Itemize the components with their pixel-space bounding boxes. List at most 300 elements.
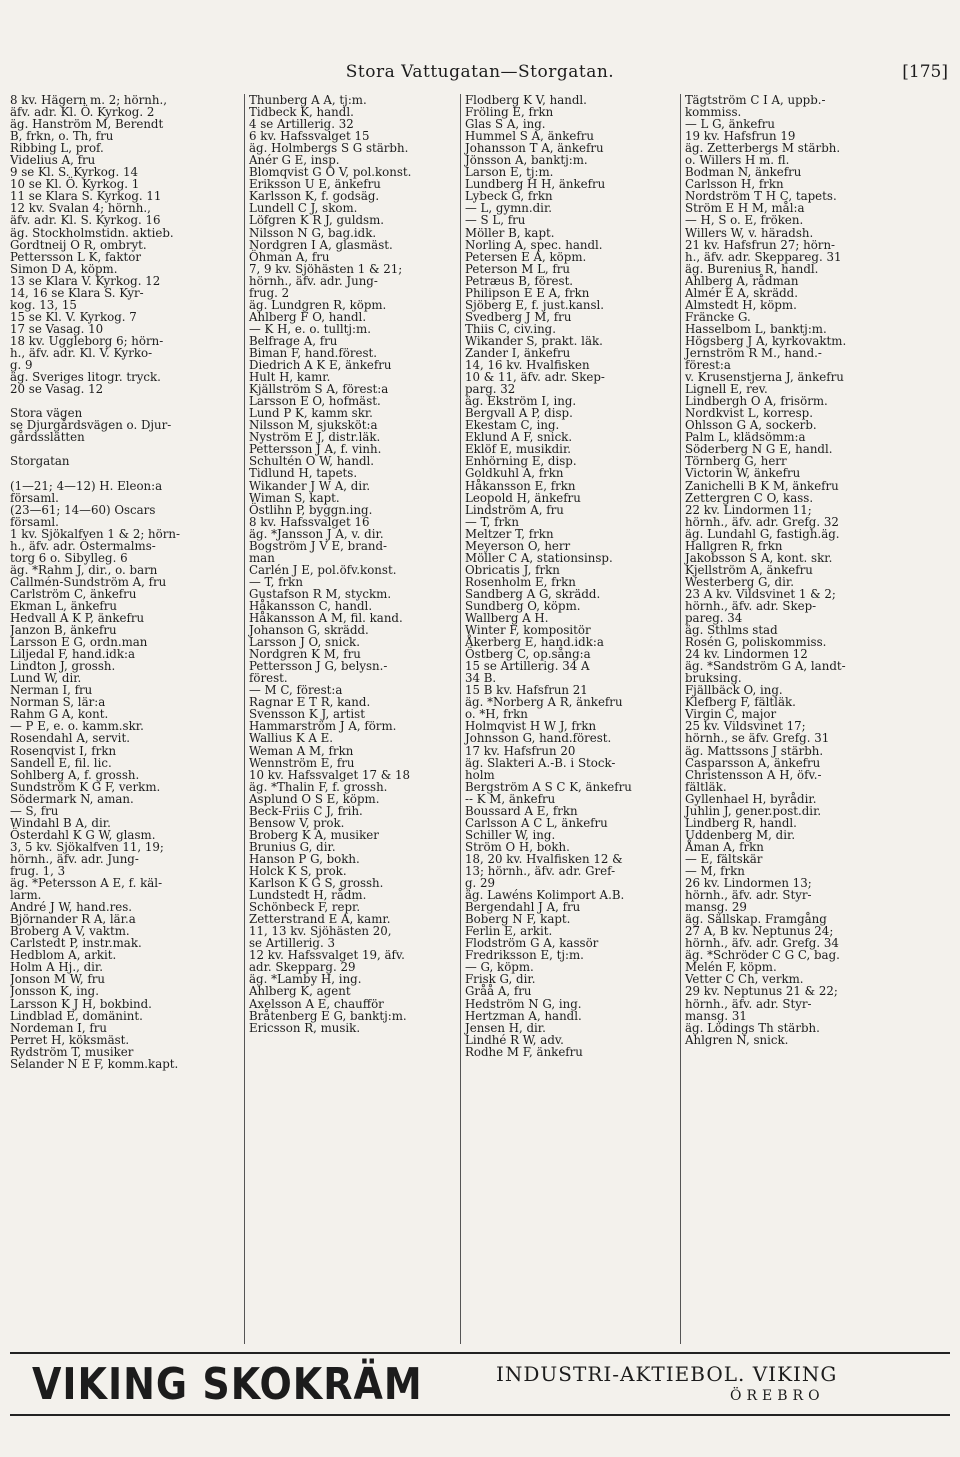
directory-entry: Rosenholm E, frkn	[465, 574, 576, 589]
directory-entry: pareg. 34	[685, 611, 743, 626]
directory-entry: Larsson E G, ordn.man	[10, 635, 148, 650]
directory-entry: församl.	[10, 514, 59, 529]
directory-entry: Beck-Friis C J, frih.	[249, 803, 363, 818]
directory-entry: Virgin C, major	[685, 707, 777, 722]
directory-entry: Möller B, kapt.	[465, 225, 555, 240]
directory-entry: Glas S A, ing.	[465, 117, 546, 132]
directory-entry: Ekestam C, ing.	[465, 418, 560, 433]
directory-entry: h., äfv. adr. Kl. V. Kyrko-	[10, 345, 153, 360]
directory-entry: äg. *Lamby H, ing.	[249, 972, 362, 987]
directory-entry: äg. Burenius R, handl.	[685, 261, 819, 276]
directory-entry	[10, 467, 242, 479]
directory-entry: Eklöf E, musikdir.	[465, 442, 572, 457]
directory-entry: 26 kv. Lindormen 13;	[685, 876, 812, 891]
directory-entry: Hult H, kamr.	[249, 370, 331, 385]
directory-entry: Kjällström S A, förest:a	[249, 382, 389, 397]
directory-entry: — L, gymn.dir.	[465, 201, 553, 216]
directory-entry: Lindblad E, domänint.	[10, 1008, 143, 1023]
directory-entry: mansg. 31	[685, 1008, 747, 1023]
directory-entry: Almér E A, skrädd.	[685, 285, 798, 300]
directory-entry: Schiller W, ing.	[465, 827, 556, 842]
directory-entry: kommiss.	[685, 105, 742, 120]
directory-entry: Ahlberg K, agent	[249, 984, 351, 999]
directory-entry: Hedvall A K P, änkefru	[10, 611, 145, 626]
directory-entry: frug. 1, 3	[10, 864, 66, 878]
directory-entry: Perret H, köksmäst.	[10, 1032, 130, 1047]
page-header	[0, 62, 960, 88]
directory-entry: äg. Lundahl G, fastigh.äg.	[685, 526, 840, 541]
directory-entry: Lund P K, kamm skr.	[249, 406, 373, 421]
directory-entry: — T, frkn	[249, 574, 303, 589]
directory-entry: — E, fältskär	[685, 851, 763, 866]
directory-entry: Rosén G, poliskommiss.	[685, 635, 827, 650]
directory-entry: äg. Ekström I, ing.	[465, 394, 577, 409]
directory-entry: Sundberg O, köpm.	[465, 598, 581, 613]
directory-entry: Wallberg A H.	[465, 611, 549, 626]
directory-entry: Bogström J V E, brand-	[249, 538, 388, 553]
directory-entry: B, frkn, o. Th, fru	[10, 129, 114, 144]
directory-entry: Wallius K A E.	[249, 731, 334, 746]
directory-entry: Sjöberg E, f. just.kansl.	[465, 297, 605, 312]
directory-entry: Pettersson J G, belysn.-	[249, 659, 388, 674]
directory-entry: Carlström C, änkefru	[10, 586, 137, 601]
directory-entry: Jakobsson S A, kont. skr.	[685, 550, 833, 565]
directory-entry: bruksing.	[685, 671, 742, 686]
directory-entry: Ericsson R, musik.	[249, 1020, 361, 1035]
directory-entry: Nilsson M, sjuksköt:a	[249, 418, 378, 433]
directory-entry: Nilsson N G, bag.idk.	[249, 225, 377, 240]
directory-entry: 13; hörnh., äfv. adr. Gref-	[465, 864, 616, 878]
directory-entry: Sohlberg A, f. grossh.	[10, 767, 140, 782]
directory-entry: Nordkvist L, korresp.	[685, 406, 813, 421]
directory-entry: Liljedal F, hand.idk:a	[10, 647, 135, 662]
directory-entry: Karlson K G S, grossh.	[249, 876, 384, 891]
directory-entry: Kjellström A, änkefru	[685, 562, 813, 577]
directory-entry: Bergendahl J A, fru	[465, 900, 581, 915]
advert-company: INDUSTRI-AKTIEBOL. VIKING	[496, 1362, 838, 1386]
directory-entry: Jonson M W, fru	[10, 972, 105, 987]
directory-entry: äg. Stockholmstidn. aktieb.	[10, 225, 174, 240]
directory-entry: Lybeck G, frkn	[465, 189, 553, 204]
directory-entry: Holck K S, prok.	[249, 864, 347, 878]
directory-entry: förest:a	[685, 358, 731, 373]
directory-entry: äg. Hanström M, Berendt	[10, 117, 164, 132]
directory-entry: 11, 13 kv. Sjöhästen 20,	[249, 924, 392, 939]
directory-entry: Östlihn P, byggn.ing.	[249, 502, 373, 517]
directory-entry: Jonsson K, ing.	[10, 984, 99, 999]
directory-entry: Holm A Hj., dir.	[10, 960, 103, 975]
directory-entry: Bråtenberg E G, banktj:m.	[249, 1008, 407, 1023]
directory-entry: Ström E H M, mål:a	[685, 201, 805, 216]
directory-entry: Selander N E F, komm.kapt.	[10, 1056, 179, 1071]
directory-entry: Frisk G, dir.	[465, 972, 536, 987]
directory-entry: Karlsson K, f. godsäg.	[249, 189, 380, 204]
directory-entry: h., äfv. adr. Skeppareg. 31	[685, 249, 842, 264]
directory-entry: Lignell E, rev.	[685, 382, 768, 397]
directory-entry: Ahlberg F O, handl.	[249, 309, 367, 324]
directory-entry: äg. *Schröder C G C, bag.	[685, 948, 840, 963]
directory-entry: Juhlin J, gener.post.dir.	[685, 803, 822, 818]
directory-entry: Jernström R M., hand.-	[685, 345, 822, 360]
directory-entry: hörnh., äfv. adr. Jung-	[10, 851, 139, 866]
directory-entry: Nordgren K M, fru	[249, 647, 361, 662]
directory-entry: Nyström E J, distr.läk.	[249, 430, 381, 445]
directory-entry: Goldkuhl A, frkn	[465, 466, 564, 481]
directory-entry: se Artillerig. 3	[249, 936, 335, 951]
directory-entry: 18 kv. Uggleborg 6; hörn-	[10, 333, 164, 348]
directory-entry: hörnh., äfv. adr. Grefg. 32	[685, 514, 839, 529]
directory-entry: 14, 16 kv. Hvalfisken	[465, 358, 590, 373]
directory-entry: Larsson K J H, bokbind.	[10, 996, 152, 1011]
directory-entry: Stora vägen	[10, 406, 83, 421]
directory-entry: Asplund O S E, köpm.	[249, 791, 380, 806]
directory-entry: -- K M, änkefru	[465, 791, 556, 806]
directory-entry: församl.	[10, 490, 59, 505]
directory-entry: Söderberg N G E, handl.	[685, 442, 833, 457]
directory-entry: Södermark N, aman.	[10, 791, 134, 806]
directory-entry: Victorin W, änkefru	[685, 466, 801, 481]
page-number: [175]	[902, 62, 948, 82]
directory-entry: Schönbeck F, repr.	[249, 900, 361, 915]
directory-entry: Wikander J W A, dir.	[249, 478, 371, 493]
directory-entry: Nordgren I A, glasmäst.	[249, 237, 393, 252]
directory-entry: Carlsson A C L, änkefru	[465, 815, 608, 830]
directory-entry: Flodberg K V, handl.	[465, 94, 587, 107]
directory-entry: Windahl B A, dir.	[10, 815, 111, 830]
directory-entry: Winter F, kompositör	[465, 623, 591, 638]
directory-entry: Tidlund H, tapets.	[249, 466, 358, 481]
directory-entry: Melén F, köpm.	[685, 960, 777, 975]
directory-entry: André J W, hand.res.	[10, 900, 133, 915]
directory-entry: Fräncke G.	[685, 309, 751, 324]
directory-entry: 4 se Artillerig. 32	[249, 117, 354, 132]
directory-entry: Weman A M, frkn	[249, 743, 354, 758]
directory-entry: Broberg K A, musiker	[249, 827, 379, 842]
directory-entry: Högsberg J A, kyrkovaktm.	[685, 333, 847, 348]
directory-entry: äg. *Petersson A E, f. käl-	[10, 876, 163, 891]
directory-entry: 17 se Vasag. 10	[10, 321, 104, 336]
directory-entry: Zettergren C O, kass.	[685, 490, 814, 505]
directory-entry: Thiis C, civ.ing.	[465, 321, 556, 336]
directory-entry: Johnsson G, hand.förest.	[465, 731, 612, 746]
directory-entry: 29 kv. Neptunus 21 & 22;	[685, 984, 838, 999]
directory-entry: Boberg N F, kapt.	[465, 912, 571, 927]
directory-entry: 18, 20 kv. Hvalfisken 12 &	[465, 851, 623, 866]
directory-entry: Westerberg G, dir.	[685, 574, 794, 589]
directory-entry: Gordtneij O R, ombryt.	[10, 237, 147, 252]
directory-entry: Sundström K G F, verkm.	[10, 779, 161, 794]
directory-entry: Ragnar E T R, kand.	[249, 695, 371, 710]
directory-entry: torg 6 o. Sibylleg. 6	[10, 550, 128, 565]
directory-entry: 23 A kv. Vildsvinet 1 & 2;	[685, 586, 836, 601]
directory-entry: man	[249, 550, 275, 565]
directory-entry: se Djurgårdsvägen o. Djur-	[10, 418, 172, 433]
directory-entry: v. Krusenstjerna J, änkefru	[685, 370, 844, 385]
directory-entry: Törnberg G, herr	[685, 454, 787, 469]
directory-entry: Brunius G, dir.	[249, 839, 336, 854]
directory-entry: hörnh., äfv. adr. Skep-	[685, 598, 817, 613]
directory-entry: Meltzer T, frkn	[465, 526, 554, 541]
directory-entry: äg. Zetterbergs M stärbh.	[685, 141, 841, 156]
directory-entry: Meyerson O, herr	[465, 538, 571, 553]
directory-entry: 20 se Vasag. 12	[10, 382, 104, 397]
directory-entry: Lindhé R W, adv.	[465, 1032, 564, 1047]
directory-entry: fältläk.	[685, 779, 727, 794]
directory-entry: Leopold H, änkefru	[465, 490, 581, 505]
directory-entry: Ekman L, änkefru	[10, 598, 118, 613]
directory-entry: 12 kv. Hafssvalget 19, äfv.	[249, 948, 405, 963]
directory-entry: 15 se Artillerig. 34 A	[465, 659, 590, 674]
directory-entry: Möller C A, stationsinsp.	[465, 550, 613, 565]
advert-city: ÖREBRO	[730, 1388, 825, 1404]
advert-brand: VIKING SKOKRÄM	[32, 1358, 423, 1410]
directory-entry: mansg. 29	[685, 900, 747, 915]
directory-entry: äg. Sthlms stad	[685, 623, 778, 638]
directory-entry: g. 29	[465, 876, 496, 891]
directory-entry: 13 se Klara V. Kyrkog. 12	[10, 273, 161, 288]
directory-entry: Casparsson A, änkefru	[685, 755, 821, 770]
directory-entry: Ström O H, bokh.	[465, 839, 570, 854]
directory-entry: Belfrage A, fru	[249, 333, 338, 348]
directory-entry: Åkerberg E, hand.idk:a	[465, 635, 604, 650]
directory-entry: Björnander R A, lär.a	[10, 912, 136, 927]
directory-entry: Eriksson U E, änkefru	[249, 177, 381, 192]
directory-entry: Lundstedt H, rådm.	[249, 888, 367, 903]
directory-entry: äg. Mattssons J stärbh.	[685, 743, 824, 758]
directory-entry: 11 se Klara S. Kyrkog. 11	[10, 189, 162, 204]
directory-entry: Bergvall A P, disp.	[465, 406, 573, 421]
directory-entry: hörnh., äfv. adr. Styr-	[685, 996, 812, 1011]
directory-entry: Flodström G A, kassör	[465, 936, 599, 951]
directory-entry: 9 se Kl. S. Kyrkog. 14	[10, 165, 138, 180]
directory-entry: Lund W, dir.	[10, 671, 82, 686]
directory-entry: Rydström T, musiker	[10, 1044, 134, 1059]
directory-entry: äg. Lawéns Kolimport A.B.	[465, 888, 625, 903]
directory-entry: kog. 13, 15	[10, 297, 77, 312]
directory-entry: Ribbing L, prof.	[10, 141, 104, 156]
directory-entry: Thunberg A A, tj:m.	[249, 94, 367, 107]
directory-entry: Peterson M L, fru	[465, 261, 571, 276]
directory-entry: Zander I, änkefru	[465, 345, 571, 360]
directory-entry: 21 kv. Hafsfrun 27; hörn-	[685, 237, 836, 252]
directory-entry: Fredriksson E, tj:m.	[465, 948, 584, 963]
directory-entry: Klefberg F, fältläk.	[685, 695, 796, 710]
directory-entry: förest.	[249, 671, 288, 686]
directory-entry: Bodman N, änkefru	[685, 165, 802, 180]
directory-entry: Larson E, tj:m.	[465, 165, 554, 180]
directory-entry: — K H, e. o. tulltj:m.	[249, 321, 371, 336]
directory-entry: (23—61; 14—60) Oscars	[10, 502, 156, 517]
directory-entry: Åman A, frkn	[685, 839, 764, 854]
directory-entry: Svedberg J M, fru	[465, 309, 572, 324]
directory-entry: Lindström A, fru	[465, 502, 564, 517]
directory-entry: Nordström T H C, tapets.	[685, 189, 837, 204]
directory-entry: Vetter C Ch, verkm.	[685, 972, 804, 987]
directory-entry: 15 se Kl. V. Kyrkog. 7	[10, 309, 137, 324]
directory-entry: gårdsslätten	[10, 430, 85, 445]
directory-entry: Svensson K J, artist	[249, 707, 365, 722]
directory-entry: Sandberg A G, skrädd.	[465, 586, 601, 601]
directory-entry: Schultén O W, handl.	[249, 454, 375, 469]
directory-entry: Lundell C J, skom.	[249, 201, 358, 216]
directory-entry: Rosendahl A, servit.	[10, 731, 130, 746]
directory-entry: Zetterstrand E A, kamr.	[249, 912, 391, 927]
directory-entry: hörnh., se äfv. Grefg. 31	[685, 731, 830, 746]
directory-entry: Rosenqvist I, frkn	[10, 743, 117, 758]
directory-entry: 15 B kv. Hafsfrun 21	[465, 683, 588, 698]
directory-entry: Hedblom A, arkit.	[10, 948, 117, 963]
directory-entry: 7, 9 kv. Sjöhästen 1 & 21;	[249, 261, 403, 276]
directory-entry: Hummel S A, änkefru	[465, 129, 594, 144]
directory-entry: o. *H, frkn	[465, 707, 528, 722]
directory-column-2	[244, 94, 457, 1344]
directory-entry: 14, 16 se Klara S. Kyr-	[10, 285, 144, 300]
directory-entry: — S, fru	[10, 803, 59, 818]
directory-entry: Ferlin E, arkit.	[465, 924, 553, 939]
directory-entry: 10 & 11, äfv. adr. Skep-	[465, 370, 605, 385]
directory-entry: Lindberg R, handl.	[685, 815, 797, 830]
directory-entry: Rodhe M F, änkefru	[465, 1044, 583, 1059]
directory-entry: adr. Skepparg. 29	[249, 960, 356, 975]
directory-entry: Holmqvist H W J, frkn	[465, 719, 597, 734]
directory-entry: Hertzman A, handl.	[465, 1008, 582, 1023]
directory-entry: Wiman S, kapt.	[249, 490, 340, 505]
directory-entry: Håkansson A M, fil. kand.	[249, 611, 403, 626]
directory-entry: Fjällbäck O, ing.	[685, 683, 783, 698]
page-title: Stora Vattugatan—Storgatan.	[345, 62, 615, 82]
directory-entry: Wennström E, fru	[249, 755, 355, 770]
directory-entry: 10 se Kl. Ö. Kyrkog. 1	[10, 177, 140, 192]
directory-column-1	[10, 94, 242, 1344]
directory-entry: hörnh., äfv. adr. Grefg. 34	[685, 936, 839, 951]
directory-entry: äg. *Rahm J, dir., o. barn	[10, 562, 158, 577]
directory-entry: Norman S, lär:a	[10, 695, 106, 710]
directory-entry: frug. 2	[249, 285, 290, 300]
directory-entry: — G, köpm.	[465, 960, 534, 975]
directory-entry: Rahm G A, kont.	[10, 707, 109, 722]
directory-entry: Philipson E E A, frkn	[465, 285, 590, 300]
directory-entry: Palm L, klädsömm:a	[685, 430, 806, 445]
directory-entry: äfv. adr. Kl. S. Kyrkog. 16	[10, 213, 161, 228]
directory-entry: Löfgren K R J, guldsm.	[249, 213, 385, 228]
directory-entry: o. Willers H m. fl.	[685, 153, 790, 168]
directory-entry: Boussard A E, frkn	[465, 803, 578, 818]
directory-entry: Johanson G, skrädd.	[249, 623, 369, 638]
directory-entry: Ohlsson G A, sockerb.	[685, 418, 817, 433]
directory-entry: äg. Sveriges litogr. tryck.	[10, 370, 161, 385]
directory-entry: Larsson J O, snick.	[249, 635, 360, 650]
directory-entry: — T, frkn	[465, 514, 519, 529]
directory-entry: — L G, änkefru	[685, 117, 775, 132]
directory-entry: Carlén J E, pol.öfv.konst.	[249, 562, 397, 577]
directory-entry: Storgatan	[10, 454, 70, 469]
directory-entry: äg. *Thalin F, f. grossh.	[249, 779, 388, 794]
directory-entry: Hasselbom L, banktj:m.	[685, 321, 827, 336]
directory-entry: Anér G E, insp.	[249, 153, 340, 168]
directory-entry: hörnh., äfv. adr. Jung-	[249, 273, 378, 288]
directory-entry: Hanson P G, bokh.	[249, 851, 360, 866]
directory-entry: Wikander S, prakt. läk.	[465, 333, 603, 348]
directory-entry: — P E, e. o. kamm.skr.	[10, 719, 144, 734]
directory-entry: 6 kv. Hafssvalget 15	[249, 129, 370, 144]
directory-entry: Callmén-Sundström A, fru	[10, 574, 167, 589]
directory-entry: Johansson T A, änkefru	[465, 141, 604, 156]
directory-entry: Janzon B, änkefru	[10, 623, 117, 638]
directory-entry: Jönsson A, banktj:m.	[465, 153, 588, 168]
directory-entry: Almstedt H, köpm.	[685, 297, 797, 312]
directory-entry: Eklund A F, snick.	[465, 430, 573, 445]
directory-entry: Hallgren R, frkn	[685, 538, 783, 553]
directory-entry: parg. 32	[465, 382, 516, 397]
directory-entry: Tidbeck K, handl.	[249, 105, 354, 120]
directory-entry: holm	[465, 767, 495, 782]
directory-entry: — M C, förest:a	[249, 683, 343, 698]
directory-entry: äg. Lundgren R, köpm.	[249, 297, 387, 312]
directory-entry: Östberg C, op.sång:a	[465, 647, 591, 662]
directory-entry: Diedrich A K E, änkefru	[249, 358, 392, 373]
directory-entry: Norling A, spec. handl.	[465, 237, 603, 252]
directory-entry: Gustafson R M, styckm.	[249, 586, 392, 601]
directory-entry: (1—21; 4—12) H. Eleon:a	[10, 478, 163, 493]
directory-column-4	[680, 94, 955, 1344]
directory-entry: Gyllenhael H, byrådir.	[685, 791, 817, 806]
directory-entry: Obricatis J, frkn	[465, 562, 560, 577]
directory-entry: Öhman A, fru	[249, 249, 330, 264]
directory-entry: 27 A, B kv. Neptunus 24;	[685, 924, 834, 939]
directory-entry: Bergström A S C K, änkefru	[465, 779, 632, 794]
directory-entry: 12 kv. Svalan 4; hörnh.,	[10, 201, 151, 216]
directory-entry: Håkansson E, frkn	[465, 478, 576, 493]
directory-entry: Tägtström C I A, uppb.-	[685, 94, 826, 107]
directory-entry: 24 kv. Lindormen 12	[685, 647, 808, 662]
directory-entry: Pettersson J A, f. vinh.	[249, 442, 382, 457]
directory-entry: Blomqvist G O V, pol.konst.	[249, 165, 412, 180]
directory-entry: äg. *Sandström G A, landt-	[685, 659, 846, 674]
directory-entry: Håkansson C, handl.	[249, 598, 373, 613]
directory-entry: äg. *Norberg A R, änkefru	[465, 695, 623, 710]
directory-entry: larm.	[10, 888, 42, 903]
directory-entry: äg. Slakteri A.-B. i Stock-	[465, 755, 616, 770]
directory-entry: Larsson E O, hofmäst.	[249, 394, 381, 409]
directory-entry: 34 B.	[465, 671, 497, 686]
directory-entry: Lindton J, grossh.	[10, 659, 116, 674]
directory-entry: Hammarström J A, förm.	[249, 719, 397, 734]
directory-entry: Nordeman I, fru	[10, 1020, 107, 1035]
directory-entry: 8 kv. Hägern m. 2; hörnh.,	[10, 94, 167, 107]
directory-entry: hörnh., äfv. adr. Styr-	[685, 888, 812, 903]
directory-entry: Hedström N G, ing.	[465, 996, 582, 1011]
directory-entry: Lindbergh O A, frisörm.	[685, 394, 828, 409]
directory-entry: Carlsson H, frkn	[685, 177, 784, 192]
directory-entry: äg. Sällskap. Framgång	[685, 912, 827, 927]
directory-entry: 8 kv. Hafssvalget 16	[249, 514, 370, 529]
directory-entry: Axelsson A E, chaufför	[249, 996, 384, 1011]
directory-entry: äfv. adr. Kl. Ö. Kyrkog. 2	[10, 105, 155, 120]
directory-entry: 19 kv. Hafsfrun 19	[685, 129, 796, 144]
directory-entry: Nerman I, fru	[10, 683, 93, 698]
directory-entry: Ahlgren N, snick.	[685, 1032, 789, 1047]
directory-entry: 17 kv. Hafsfrun 20	[465, 743, 576, 758]
directory-entry: Ahlberg A, rådman	[685, 273, 799, 288]
directory-entry: äg. Holmbergs S G stärbh.	[249, 141, 409, 156]
directory-entry: Uddenberg M, dir.	[685, 827, 796, 842]
directory-entry: Christensson A H, öfv.-	[685, 767, 822, 782]
directory-entry: äg. *Jansson J A, v. dir.	[249, 526, 384, 541]
directory-entry: Pettersson L K, faktor	[10, 249, 141, 264]
directory-entry: Österdahl K G W, glasm.	[10, 827, 156, 842]
directory-entry: 22 kv. Lindormen 11;	[685, 502, 812, 517]
directory-entry: — M, frkn	[685, 864, 745, 878]
